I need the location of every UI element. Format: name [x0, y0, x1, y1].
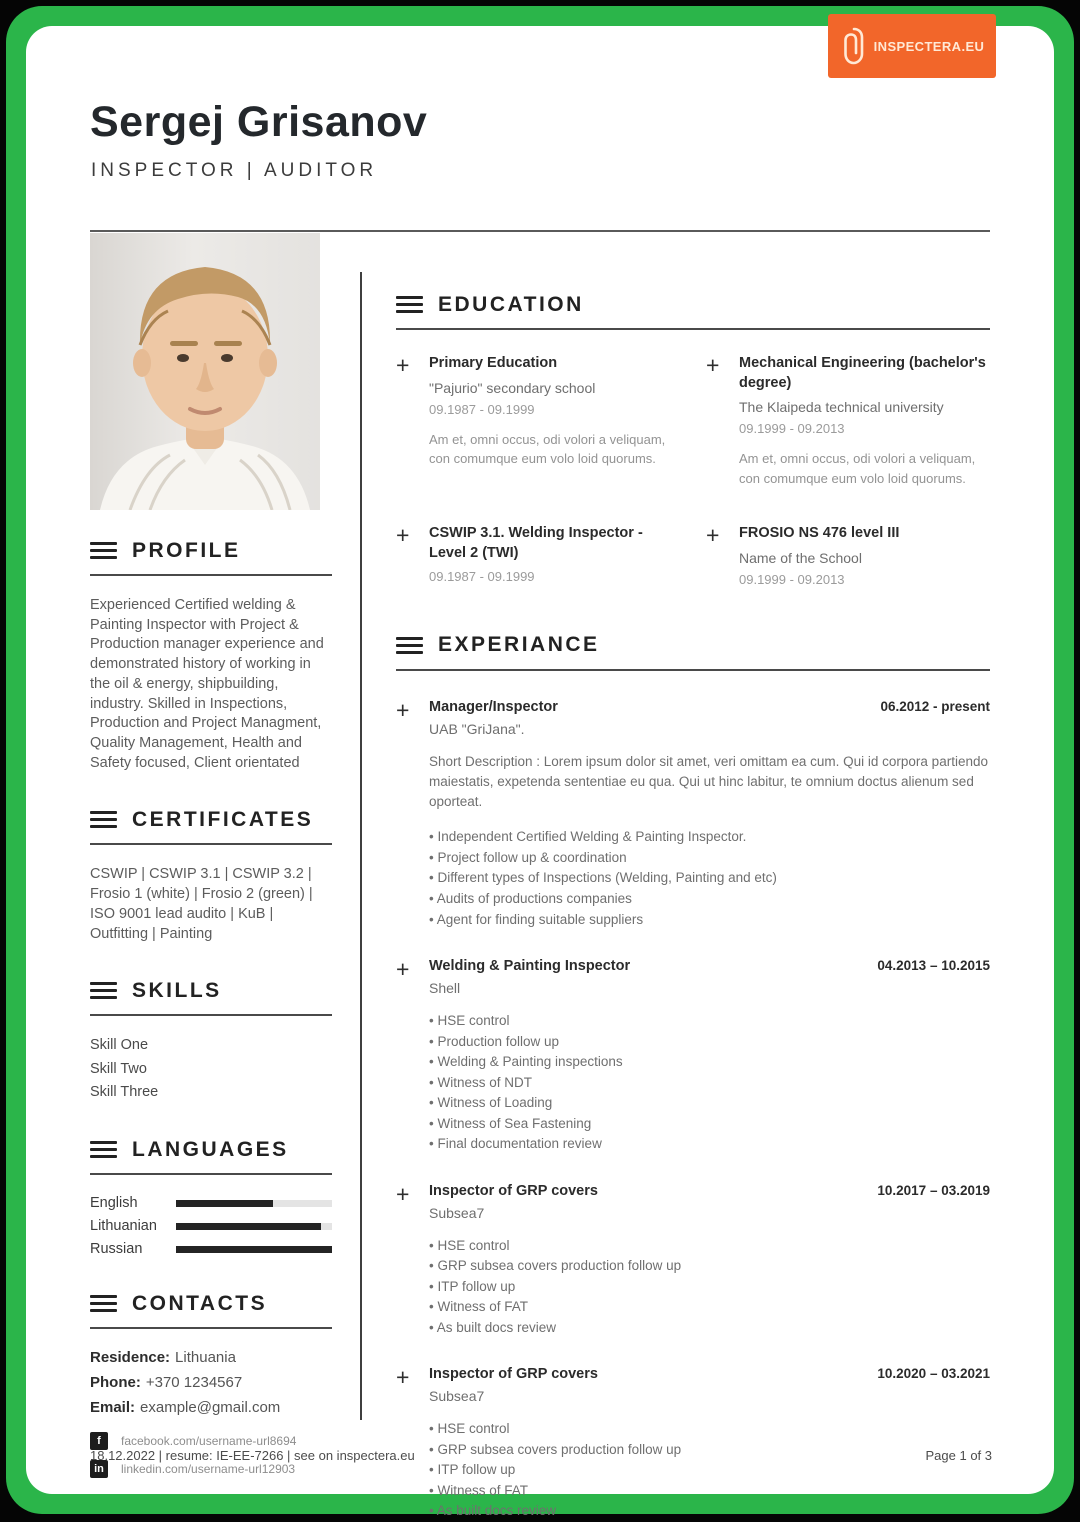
column-divider — [360, 272, 362, 1420]
contact-value: +370 1234567 — [145, 1374, 243, 1392]
experience-bullet: • GRP subsea covers production follow up — [429, 1440, 990, 1461]
experience-bullet: • Final documentation review — [429, 1134, 990, 1155]
education-item — [396, 354, 680, 488]
experience-item — [396, 696, 990, 930]
section-icon — [90, 1291, 117, 1316]
section-underline — [90, 843, 332, 845]
experience-bullet: • Audits of productions companies — [429, 889, 990, 910]
plus-icon: + — [396, 352, 410, 378]
language-row — [90, 1241, 332, 1257]
contact-value: Lithuania — [175, 1349, 236, 1367]
page-number: Page 1 of 3 — [925, 1448, 992, 1463]
education-school: The Klaipeda technical university — [739, 399, 944, 416]
plus-icon: + — [706, 522, 720, 549]
education-item — [706, 524, 990, 587]
experience-bullet: • Agent for finding suitable suppliers — [429, 910, 990, 931]
profile-text: Experienced Certified welding & Painting Inspector with Project & Production manager experience and demonstrated history of working in the oil & energy, shipbuilding, industry. Skilled in Inspections, Production and Project Managment, Quality Management, Health and Safety focused, Client orientated — [90, 597, 324, 771]
education-heading — [396, 292, 990, 317]
contacts-heading — [90, 1291, 332, 1316]
language-row — [90, 1195, 332, 1211]
section-icon — [396, 292, 423, 317]
plus-icon: + — [396, 522, 410, 549]
sidebar — [90, 538, 332, 1512]
paperclip-icon — [840, 25, 867, 67]
education-date: 09.1999 - 09.2013 — [739, 421, 845, 437]
section-experience — [396, 633, 990, 1522]
experience-item — [396, 1180, 990, 1339]
education-date: 09.1999 - 09.2013 — [739, 571, 845, 587]
skill-item: Skill Three — [90, 1084, 159, 1101]
experience-bullet: • Welding & Painting inspections — [429, 1052, 990, 1073]
contact-label: Phone: — [90, 1374, 141, 1392]
experience-title: Inspector of GRP covers — [429, 1366, 598, 1383]
education-date: 09.1987 - 09.1999 — [429, 401, 535, 417]
certificates-heading-label: CERTIFICATES — [132, 807, 314, 831]
section-underline — [90, 1327, 332, 1329]
experience-item — [396, 958, 990, 1155]
section-underline — [396, 669, 990, 671]
candidate-name: Sergej Grisanov — [90, 98, 428, 146]
header-divider — [90, 230, 990, 232]
section-icon — [90, 1137, 117, 1162]
languages-heading-label: LANGUAGES — [132, 1137, 289, 1161]
experience-bullet: • Witness of NDT — [429, 1073, 990, 1094]
experience-heading-label: EXPERIANCE — [438, 633, 600, 657]
experience-bullet: • Independent Certified Welding & Painting Inspector. — [429, 827, 990, 848]
experience-bullet: • As built docs review — [429, 1318, 990, 1339]
profile-heading-label: PROFILE — [132, 538, 241, 562]
language-name: Russian — [90, 1241, 143, 1258]
experience-date: 06.2012 - present — [880, 698, 990, 714]
skill-item: Skill One — [90, 1037, 149, 1054]
education-date: 09.1987 - 09.1999 — [429, 569, 535, 585]
language-name: Lithuanian — [90, 1218, 157, 1235]
education-description: Am et, omni occus, odi volori a veliquam, con comumque eum volo loid quorums. — [739, 451, 976, 486]
experience-date: 10.2017 – 03.2019 — [877, 1182, 990, 1198]
linkedin-url: linkedin.com/username-url12903 — [121, 1462, 296, 1477]
section-education — [396, 292, 990, 587]
skills-heading — [90, 978, 332, 1003]
facebook-url: facebook.com/username-url8694 — [121, 1434, 297, 1449]
plus-icon: + — [396, 1364, 410, 1391]
experience-bullet: • ITP follow up — [429, 1277, 990, 1298]
education-school: "Pajurio" secondary school — [429, 379, 596, 396]
experience-company: Subsea7 — [429, 1388, 485, 1405]
certificates-heading — [90, 807, 332, 832]
candidate-title: INSPECTOR | AUDITOR — [91, 160, 378, 181]
experience-item — [396, 1366, 990, 1522]
education-item — [396, 524, 680, 587]
contact-label: Email: — [90, 1399, 136, 1417]
experience-bullet: • Witness of FAT — [429, 1481, 990, 1502]
experience-bullet-list — [429, 827, 990, 930]
footer-meta: 18.12.2022 | resume: IE-EE-7266 | see on inspectera.eu — [90, 1448, 415, 1463]
experience-bullet: • HSE control — [429, 1011, 990, 1032]
section-underline — [90, 1173, 332, 1175]
certificates-text: CSWIP | CSWIP 3.1 | CSWIP 3.2 | Frosio 1 (white) | Frosio 2 (green) | ISO 9001 lead audito | KuB | Outfitting | Painting — [90, 866, 313, 942]
profile-photo — [90, 233, 320, 510]
skills-heading-label: SKILLS — [132, 978, 222, 1002]
linkedin-icon: in — [90, 1460, 108, 1478]
education-school: Name of the School — [739, 549, 862, 566]
experience-bullet: • GRP subsea covers production follow up — [429, 1256, 990, 1277]
education-heading-label: EDUCATION — [438, 292, 584, 316]
experience-date: 10.2020 – 03.2021 — [877, 1366, 990, 1382]
education-description: Am et, omni occus, odi volori a veliquam, con comumque eum volo loid quorums. — [429, 431, 666, 467]
experience-title: Welding & Painting Inspector — [429, 958, 631, 975]
experience-bullet: • Witness of Loading — [429, 1093, 990, 1114]
experience-bullet: • As built docs review — [429, 1501, 990, 1522]
section-icon — [90, 807, 117, 832]
profile-heading — [90, 538, 332, 563]
experience-bullet: • Witness of Sea Fastening — [429, 1114, 990, 1135]
plus-icon: + — [396, 1180, 410, 1207]
experience-bullet: • ITP follow up — [429, 1460, 990, 1481]
section-certificates — [90, 807, 332, 944]
section-icon — [90, 538, 117, 563]
main-content — [396, 292, 990, 1522]
language-level-bar — [176, 1200, 332, 1207]
section-underline — [90, 574, 332, 576]
experience-date: 04.2013 – 10.2015 — [877, 958, 990, 974]
language-row — [90, 1218, 332, 1234]
education-title: Mechanical Engineering (bachelor's degree) — [739, 355, 986, 391]
education-title: Primary Education — [429, 355, 558, 371]
contact-row-residence — [90, 1349, 332, 1366]
section-underline — [90, 1014, 332, 1016]
experience-company: Shell — [429, 980, 461, 997]
contact-row-email — [90, 1399, 332, 1416]
education-item — [706, 354, 990, 488]
logo-text: INSPECTERA.EU — [873, 38, 985, 54]
plus-icon: + — [396, 696, 410, 723]
experience-title: Manager/Inspector — [429, 698, 558, 715]
inspectera-logo[interactable] — [828, 14, 996, 78]
education-title: FROSIO NS 476 level III — [739, 525, 900, 542]
language-level-bar — [176, 1223, 332, 1230]
skill-item: Skill Two — [90, 1060, 147, 1077]
experience-bullet: • HSE control — [429, 1419, 990, 1440]
experience-title: Inspector of GRP covers — [429, 1182, 598, 1199]
experience-bullet-list — [429, 1236, 990, 1339]
experience-company: Subsea7 — [429, 1204, 485, 1221]
experience-bullet-list — [429, 1011, 990, 1155]
experience-bullet-list — [429, 1419, 990, 1522]
contact-row-phone — [90, 1374, 332, 1391]
experience-bullet: • Witness of FAT — [429, 1297, 990, 1318]
page-footer — [90, 1448, 992, 1463]
experience-bullet: • Production follow up — [429, 1032, 990, 1053]
language-name: English — [90, 1195, 138, 1212]
contacts-heading-label: CONTACTS — [132, 1291, 268, 1315]
contact-label: Residence: — [90, 1349, 171, 1367]
language-level-bar — [176, 1246, 332, 1253]
education-title: CSWIP 3.1. Welding Inspector - Level 2 (TWI) — [429, 525, 643, 561]
experience-bullet: • Different types of Inspections (Welding, Painting and etc) — [429, 868, 990, 889]
facebook-icon: f — [90, 1432, 108, 1450]
section-skills — [90, 978, 332, 1103]
plus-icon: + — [706, 352, 720, 378]
section-languages — [90, 1137, 332, 1257]
section-underline — [396, 328, 990, 330]
section-icon — [90, 978, 117, 1003]
experience-heading — [396, 633, 990, 658]
experience-bullet: • Project follow up & coordination — [429, 848, 990, 869]
section-profile — [90, 538, 332, 773]
experience-company: UAB "GriJana". — [429, 720, 525, 737]
section-icon — [396, 633, 423, 658]
experience-description: Short Description : Lorem ipsum dolor sit amet, veri omittam ea cum. Qui id corpora partiendo maiestatis, expetenda sententiae eu qua. Qui ut hinc labitur, te omnium doctus alienum sed oporteat. — [429, 753, 988, 810]
experience-bullet: • HSE control — [429, 1236, 990, 1257]
contact-value: example@gmail.com — [140, 1399, 281, 1417]
plus-icon: + — [396, 956, 410, 983]
languages-heading — [90, 1137, 332, 1162]
